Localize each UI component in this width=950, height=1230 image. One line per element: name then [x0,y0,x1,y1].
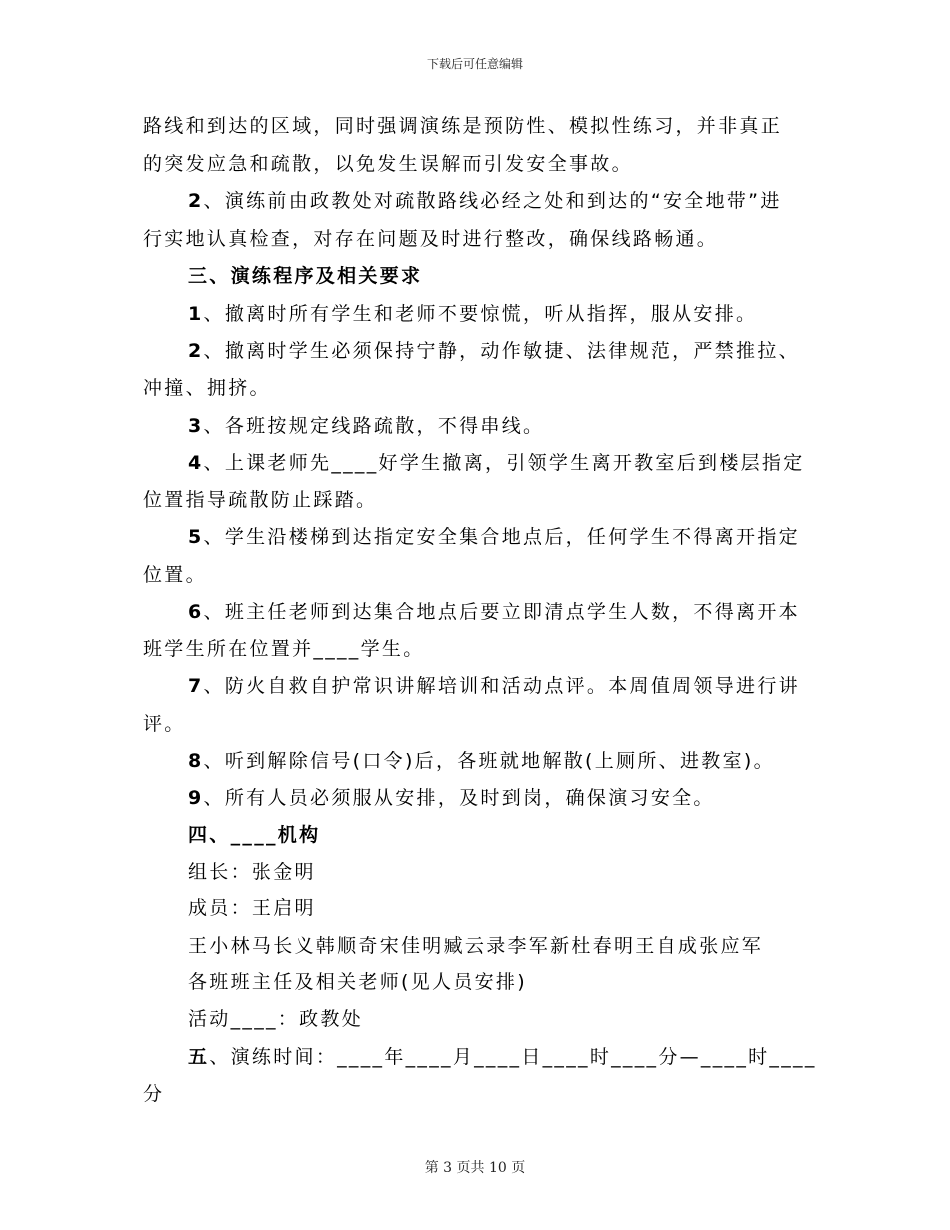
list-item-continuation: 冲撞、拥挤。 [143,377,271,399]
item-number: 1 [188,303,204,325]
list-item [188,412,544,440]
section-heading-5 [188,1043,817,1071]
list-item [188,747,775,775]
section-heading-4: 四、____机构 [188,824,321,846]
item-text: 、班主任老师到达集合地点后要立即清点学生人数，不得离开本 [203,601,800,623]
item-text: 、撤离时所有学生和老师不要惊慌，听从指挥，服从安排。 [203,303,758,325]
org-leader: 组长：张金明 [188,861,316,883]
item-number: 2 [188,340,204,362]
item-number: 3 [188,415,204,437]
paragraph-line: 的突发应急和疏散，以免发生误解而引发安全事故。 [143,153,633,175]
item-number: 4 [188,452,204,474]
section-heading-3: 三、演练程序及相关要求 [188,265,423,287]
item-number: 5 [188,526,204,548]
item-number: 8 [188,750,204,772]
list-item [188,672,800,700]
item-number: 7 [188,675,204,697]
paragraph-line: 路线和到达的区域，同时强调演练是预防性、模拟性练习，并非真正 [143,115,783,137]
page-header: 下载后可任意编辑 [426,57,523,71]
org-names: 王小林马长义韩顺奇宋佳明臧云录李军新杜春明王自成张应军 [188,935,764,957]
item-text: 、所有人员必须服从安排，及时到岗，确保演习安全。 [203,787,715,809]
list-item [188,300,757,328]
org-activity: 活动____：政教处 [188,1008,364,1030]
list-item-continuation: 评。 [143,713,186,735]
list-item [188,784,715,812]
paragraph-line: 行实地认真检查，对存在问题及时进行整改，确保线路畅通。 [143,228,719,250]
list-item-continuation: 位置指导疏散防止踩踏。 [143,489,378,511]
list-item [188,598,800,626]
item-number: 6 [188,601,204,623]
item-text: 、撤离时学生必须保持宁静，动作敏捷、法律规范，严禁推拉、 [203,340,800,362]
item-text: 、演练前由政教处对疏散路线必经之处和到达的“安全地带”进 [203,190,782,212]
page-footer: 第 3 页共 10 页 [424,1160,526,1176]
item-text: 、听到解除信号(口令)后，各班就地解散(上厕所、进教室)。 [203,750,775,772]
list-item-continuation: 位置。 [143,564,207,586]
item-text: 、各班按规定线路疏散，不得串线。 [203,415,545,437]
org-teachers: 各班班主任及相关老师(见人员安排) [188,971,527,993]
item-text: 、防火自救自护常识讲解培训和活动点评。本周值周领导进行讲 [203,675,800,697]
item-number: 9 [188,787,204,809]
item-text: 、上课老师先____好学生撤离，引领学生离开教室后到楼层指定 [203,452,805,474]
section-number: 五 [188,1046,210,1068]
list-item [188,449,805,477]
drill-time-text: 、演练时间：____年____月____日____时____分—____时____ [209,1046,817,1068]
item-number: 2 [188,190,204,212]
paragraph-line [188,187,782,215]
item-text: 、学生沿楼梯到达指定安全集合地点后，任何学生不得离开指定 [203,526,800,548]
org-members: 成员：王启明 [188,897,316,919]
list-item [188,337,800,365]
drill-time-continuation: 分 [143,1083,165,1105]
list-item-continuation: 班学生所在位置并____学生。 [143,638,425,660]
list-item [188,523,800,551]
